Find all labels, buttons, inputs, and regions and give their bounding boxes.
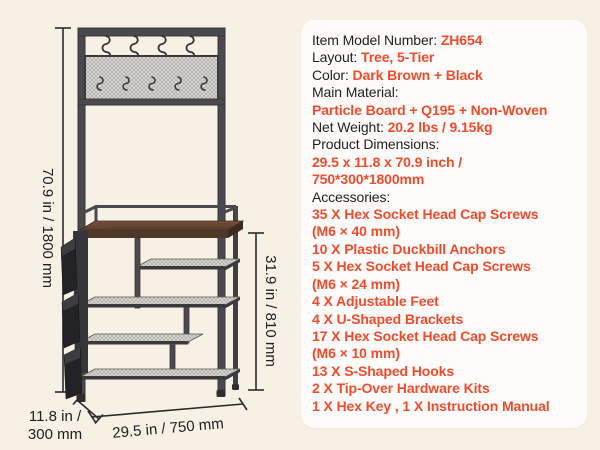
- spec-line-accessory-screws-10-size: (M6 × 10 mm): [312, 345, 400, 362]
- inner-height-dimension-label: 31.9 in / 810 mm: [262, 255, 279, 367]
- mesh-shelf-tier-4: [80, 369, 240, 381]
- spec-line-accessory-anchors: 10 X Plastic Duckbill Anchors: [312, 240, 506, 257]
- mesh-shelf-tier-3: [80, 334, 203, 345]
- depth-dimension-label-line2: 300 mm: [27, 426, 83, 443]
- spec-line-accessory-tipover-kits: 2 X Tip-Over Hardware Kits: [312, 380, 490, 397]
- spec-line-accessory-hooks: 13 X S-Shaped Hooks: [312, 362, 455, 379]
- spec-line-material-value: Particle Board + Q195 + Non-Woven: [312, 101, 548, 118]
- inner-height-dimension-line: [248, 233, 264, 390]
- spec-line-net-weight: Net Weight: 20.2 lbs / 9.15kg: [312, 119, 493, 136]
- spec-card: [301, 20, 587, 428]
- spec-line-accessory-screws-40: 35 X Hex Socket Head Cap Screws: [312, 206, 539, 223]
- spec-line-dimensions-mm: 750*300*1800mm: [312, 171, 425, 188]
- wood-desktop-shelf: [80, 221, 243, 238]
- spec-line-layout: Layout: Tree, 5-Tier: [312, 49, 435, 66]
- spec-line-dimensions-inch: 29.5 x 11.8 x 70.9 inch /: [312, 153, 463, 170]
- spec-line-color: Color: Dark Brown + Black: [312, 66, 483, 83]
- spec-line-accessory-screws-40-size: (M6 × 40 mm): [312, 223, 400, 240]
- spec-line-dimensions-label: Product Dimensions:: [312, 136, 440, 153]
- spec-line-accessory-feet: 4 X Adjustable Feet: [312, 293, 439, 310]
- pegboard-mesh-panel: [85, 56, 218, 100]
- spec-line-accessories-label: Accessories:: [312, 188, 391, 205]
- mesh-shelf-tier-1: [136, 259, 240, 271]
- spec-line-model-number: Item Model Number: ZH654: [312, 32, 483, 48]
- spec-line-accessory-screws-24: 5 X Hex Socket Head Cap Screws: [312, 258, 531, 275]
- pegboard-bottom-bar: [78, 99, 225, 105]
- depth-dimension-label-line1: 11.8 in /: [28, 408, 82, 425]
- spec-line-accessory-brackets: 4 X U-Shaped Brackets: [312, 310, 464, 327]
- width-dimension-label: 29.5 in / 750 mm: [111, 415, 225, 442]
- spec-line-accessory-hexkey-manual: 1 X Hex Key , 1 X Instruction Manual: [312, 397, 550, 414]
- top-hanging-bar: [78, 28, 225, 36]
- mesh-shelf-tier-2: [80, 297, 240, 309]
- height-dimension-label: 70.9 in / 1800 mm: [39, 167, 56, 289]
- spec-line-accessory-screws-10: 17 X Hex Socket Head Cap Screws: [312, 327, 539, 344]
- spec-line-material-label: Main Material:: [312, 84, 399, 101]
- adjustable-feet: [77, 384, 240, 402]
- spec-line-accessory-screws-24-size: (M6 × 24 mm): [312, 275, 400, 292]
